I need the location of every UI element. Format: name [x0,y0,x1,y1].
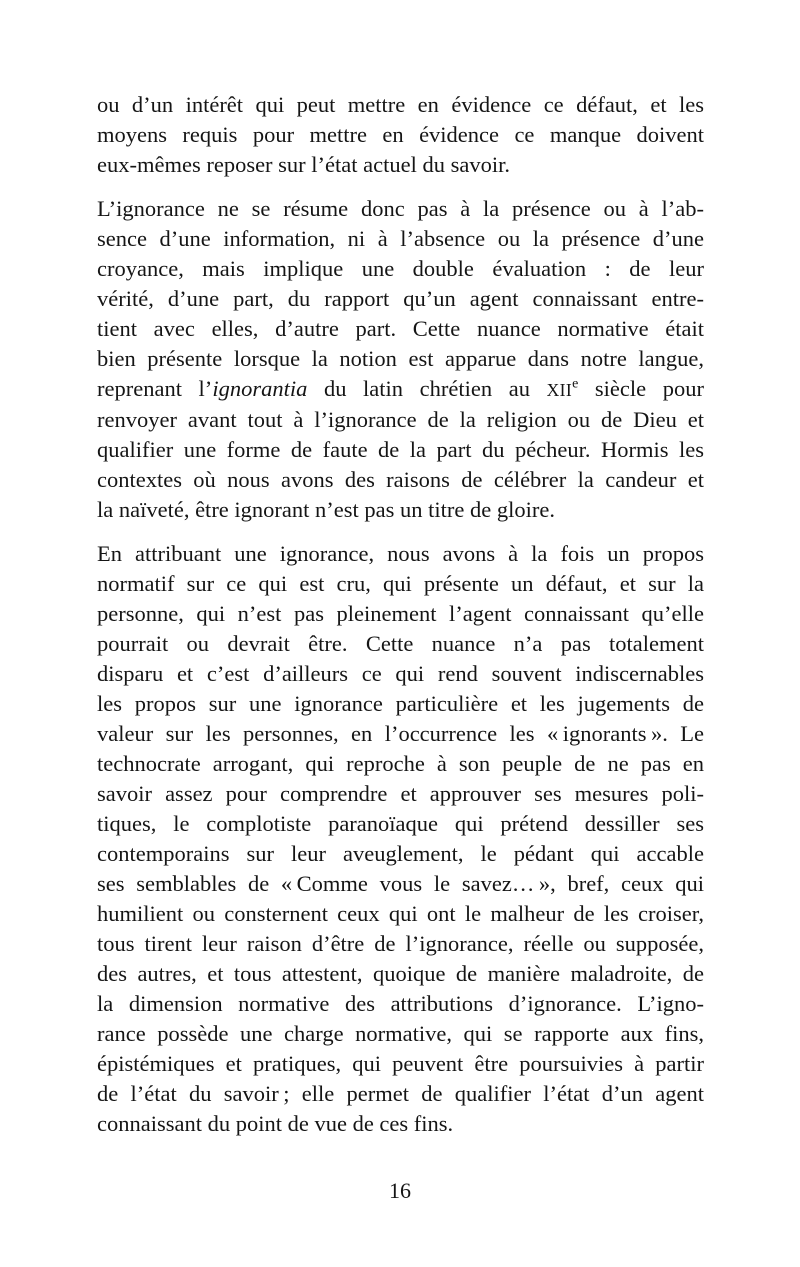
text-line: savoir assez pour comprendre et approuver ses mesures poli- [97,781,704,806]
text-line: les propos sur une ignorance particulière et les jugements de [97,691,704,716]
text-line: ses semblables de « Comme vous le savez… », bref, ceux qui [97,871,704,896]
text-line: connaissant du point de vue de ces fins. [97,1111,454,1136]
italic-term: ignorantia [212,376,308,401]
text-line: bien présente lorsque la notion est apparue dans notre langue, [97,346,704,371]
superscript: e [572,376,579,392]
text-line: des autres, et tous attestent, quoique de manière maladroite, de [97,961,704,986]
text-line: disparu et c’est d’ailleurs ce qui rend souvent indiscernables [97,661,704,686]
small-caps-numeral: XII [546,380,573,400]
page-number: 16 [389,1178,411,1203]
text-line: la naïveté, être ignorant n’est pas un titre de gloire. [97,497,555,522]
text-line: de l’état du savoir ; elle permet de qualifier l’état d’un agent [97,1081,704,1106]
text-line: En attribuant une ignorance, nous avons à la fois un propos [97,541,704,566]
text-line: moyens requis pour mettre en évidence ce manque doivent [97,122,704,147]
text-line: vérité, d’une part, du rapport qu’un agent connaissant entre- [97,286,704,311]
text-line: croyance, mais implique une double évaluation : de leur [97,256,704,281]
text-line: normatif sur ce qui est cru, qui présente un défaut, et sur la [97,571,704,596]
text-line: contemporains sur leur aveuglement, le pédant qui accable [97,841,704,866]
text-line: sence d’une information, ni à l’absence ou la présence d’une [97,226,704,251]
text-line: eux-mêmes reposer sur l’état actuel du savoir. [97,152,510,177]
text-line: reprenant l’ignorantia du latin chrétien au XIIe siècle pour [97,376,704,401]
text-line: humilient ou consternent ceux qui ont le malheur de les croiser, [97,901,704,926]
text-line: rance possède une charge normative, qui se rapporte aux fins, [97,1021,704,1046]
text-line: tous tirent leur raison d’être de l’ignorance, réelle ou supposée, [97,931,704,956]
text-line: renvoyer avant tout à l’ignorance de la religion ou de Dieu et [97,407,704,432]
text-line: L’ignorance ne se résume donc pas à la présence ou à l’ab- [97,196,704,221]
paragraph [97,90,704,180]
text-line: qualifier une forme de faute de la part du pécheur. Hormis les [97,437,704,462]
paragraph [97,194,704,525]
text-line: contextes où nous avons des raisons de célébrer la candeur et [97,467,704,492]
paragraph [97,539,704,1139]
text-line: personne, qui n’est pas pleinement l’agent connaissant qu’elle [97,601,704,626]
text-line: ou d’un intérêt qui peut mettre en évidence ce défaut, et les [97,92,704,117]
text-line: technocrate arrogant, qui reproche à son peuple de ne pas en [97,751,704,776]
text-line: tiques, le complotiste paranoïaque qui prétend dessiller ses [97,811,704,836]
text-line: épistémiques et pratiques, qui peuvent être poursuivies à partir [97,1051,704,1076]
text-line: la dimension normative des attributions d’ignorance. L’igno- [97,991,704,1016]
text-line: pourrait ou devrait être. Cette nuance n’a pas totalement [97,631,704,656]
text-line: tient avec elles, d’autre part. Cette nuance normative était [97,316,704,341]
text-line: valeur sur les personnes, en l’occurrence les « ignorants ». Le [97,721,704,746]
text-block [97,90,704,1139]
